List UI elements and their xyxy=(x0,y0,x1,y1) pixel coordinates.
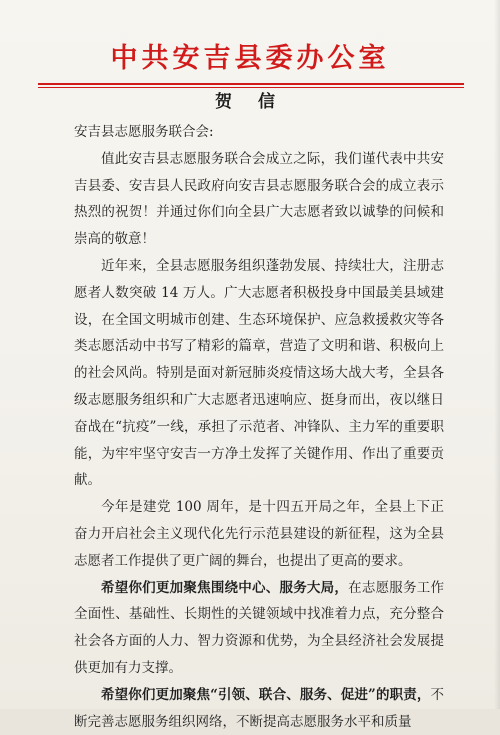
paragraph-text: 值此安吉县志愿服务联合会成立之际，我们谨代表中共安吉县委、安吉县人民政府向安吉县志愿服务联合会的成立表示热烈的祝贺！并通过你们向全县广大志愿者致以诚挚的问候和崇高的敬意！ xyxy=(74,150,444,248)
paragraph-hope-two xyxy=(74,682,444,735)
letterhead-rule-thick xyxy=(38,83,464,85)
paragraph-lead: 希望你们更加聚焦围绕中心、服务大局， xyxy=(101,579,349,596)
letter-body xyxy=(74,119,444,735)
paragraph-lead: 希望你们更加聚焦“引领、联合、服务、促进”的职责， xyxy=(101,686,431,703)
paragraph-congratulations xyxy=(74,146,444,253)
paragraph-text: 近年来，全县志愿服务组织蓬勃发展、持续壮大，注册志愿者人数突破 14 万人。广大志愿者积极投身中国最美县域建设，在全国文明城市创建、生态环境保护、应急救援救灾等各类志愿活动中书写了精彩的篇章，营造了文明和谐、积极向上的社会风尚。特别是面对新冠肺炎疫情这场大战大考，全县各级志愿服务组织和广大志愿者迅速响应、挺身而出，夜以继日奋战在“抗疫”一线，承担了示范者、冲锋队、主力军的重要职能，为牢牢坚守安吉一方净土发挥了关键作用、作出了重要贡献。 xyxy=(74,257,444,489)
paragraph-achievements xyxy=(74,253,444,494)
letterhead-title: 中共安吉县委办公室 xyxy=(110,43,390,74)
letterhead-rule-thin xyxy=(38,87,464,88)
document-title: 贺 信 xyxy=(215,92,285,112)
salutation: 安吉县志愿服务联合会: xyxy=(74,124,214,140)
paragraph-new-journey xyxy=(74,494,444,574)
paragraph-hope-one xyxy=(74,575,444,682)
paragraph-text: 今年是建党 100 周年，是十四五开局之年，全县上下正奋力开启社会主义现代化先行示范县建设的新征程，这为全县志愿者工作提供了更广阔的舞台，也提出了更高的要求。 xyxy=(74,499,444,569)
paragraph-text: 不断完善志愿服务组织网络，不断提高志愿服务水平和质量 xyxy=(74,686,444,730)
paragraph-text: 在志愿服务工作全面性、基础性、长期性的关键领域中找准着力点，充分整合社会各方面的人力、智力资源和优势，为全县经济社会发展提供更加有力支撑。 xyxy=(74,579,444,676)
